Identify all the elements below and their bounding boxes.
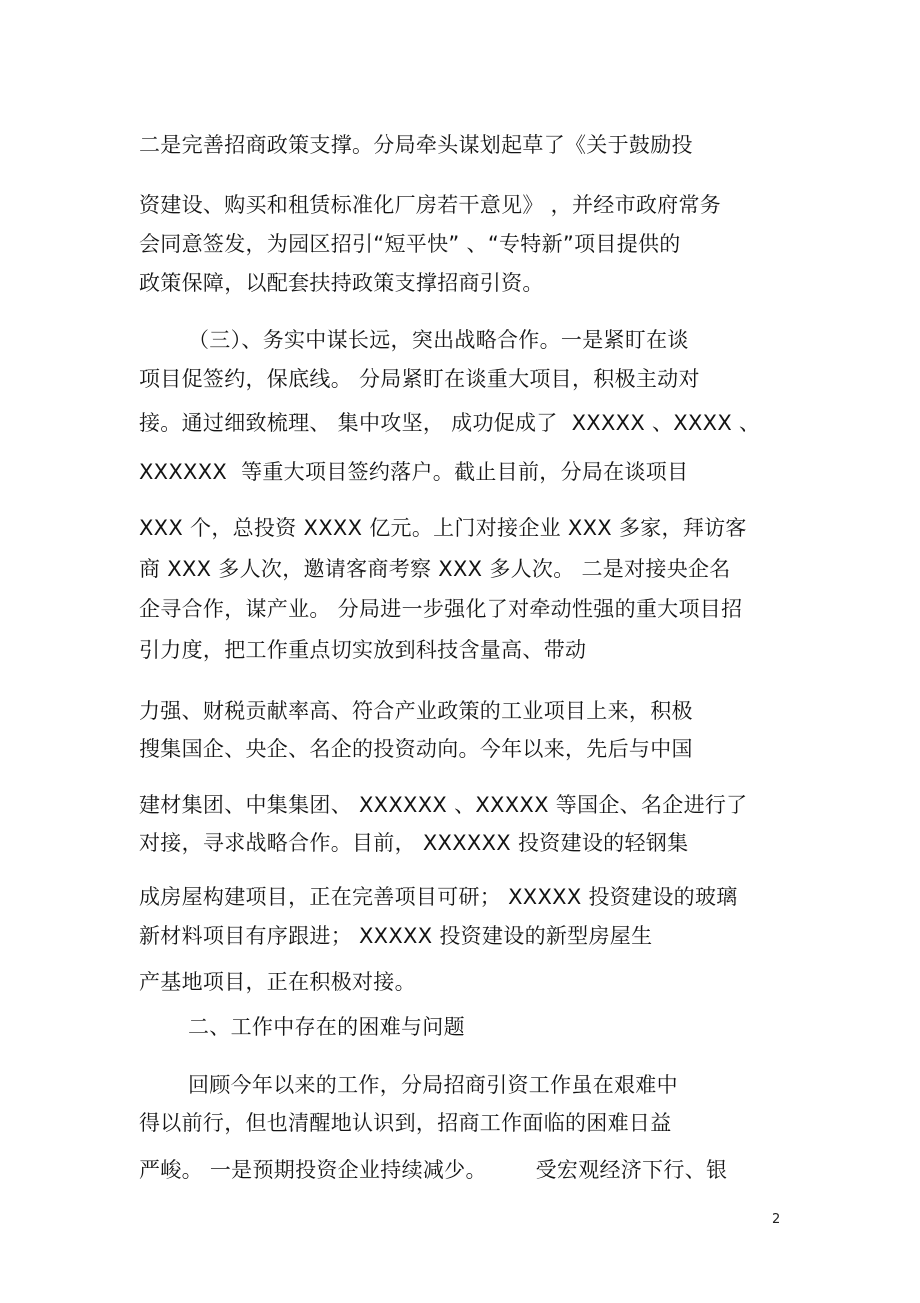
- text-line: 会同意签发，为园区招引“短平快” 、“专特新”项目提供的: [139, 232, 681, 256]
- section-heading-3: （三）、务实中谋长远，突出战略合作。一是紧盯在谈: [188, 328, 689, 352]
- text-line: 企寻合作，谋产业。 分局进一步强化了对牵动性强的重大项目招: [139, 597, 743, 621]
- text-line: 回顾今年以来的工作，分局招商引资工作虽在艰难中: [188, 1073, 678, 1097]
- text-line: 二是完善招商政策支撑。分局牵头谋划起草了《关于鼓励投: [139, 133, 693, 157]
- text-line: 对接，寻求战略合作。目前， XXXXXX 投资建设的轻钢集: [139, 831, 689, 855]
- text-line: 商 XXX 多人次，邀请客商考察 XXX 多人次。 二是对接央企名: [139, 557, 731, 581]
- text-line: 产基地项目，正在积极对接。: [139, 970, 416, 994]
- text-line: 接。通过细致梳理、 集中攻坚， 成功促成了 XXXXX 、XXXX 、: [139, 411, 761, 435]
- text-line: 成房屋构建项目，正在完善项目可研； XXXXX 投资建设的玻璃: [139, 885, 738, 909]
- text-line: 项目促签约，保底线。 分局紧盯在谈重大项目，积极主动对: [139, 367, 700, 391]
- text-line: 引力度，把工作重点切实放到科技含量高、带动: [139, 638, 587, 662]
- text-line: 力强、财税贡献率高、符合产业政策的工业项目上来，积极: [139, 699, 693, 723]
- text-line: 新材料项目有序跟进； XXXXX 投资建设的新型房屋生: [139, 924, 653, 948]
- text-line: 资建设、购买和租赁标准化厂房若干意见》 ，并经市政府常务: [139, 193, 722, 217]
- text-line: 搜集国企、央企、名企的投资动向。今年以来，先后与中国: [139, 737, 693, 761]
- section-heading-2: 二、工作中存在的困难与问题: [188, 1015, 465, 1039]
- page-number: 2: [772, 1212, 781, 1227]
- text-line: 政策保障，以配套扶持政策支撑招商引资。: [139, 271, 544, 295]
- text-line: 得以前行，但也清醒地认识到，招商工作面临的困难日益: [139, 1111, 672, 1135]
- text-line: XXXXXX 等重大项目签约落户。截止目前，分局在谈项目: [139, 460, 689, 484]
- text-line: 建材集团、中集集团、 XXXXXX 、XXXXX 等国企、名企进行了: [139, 793, 748, 817]
- text-line: 严峻。 一是预期投资企业持续减少。 受宏观经济下行、银: [139, 1158, 728, 1182]
- text-line: XXX 个，总投资 XXXX 亿元。上门对接企业 XXX 多家，拜访客: [139, 516, 747, 540]
